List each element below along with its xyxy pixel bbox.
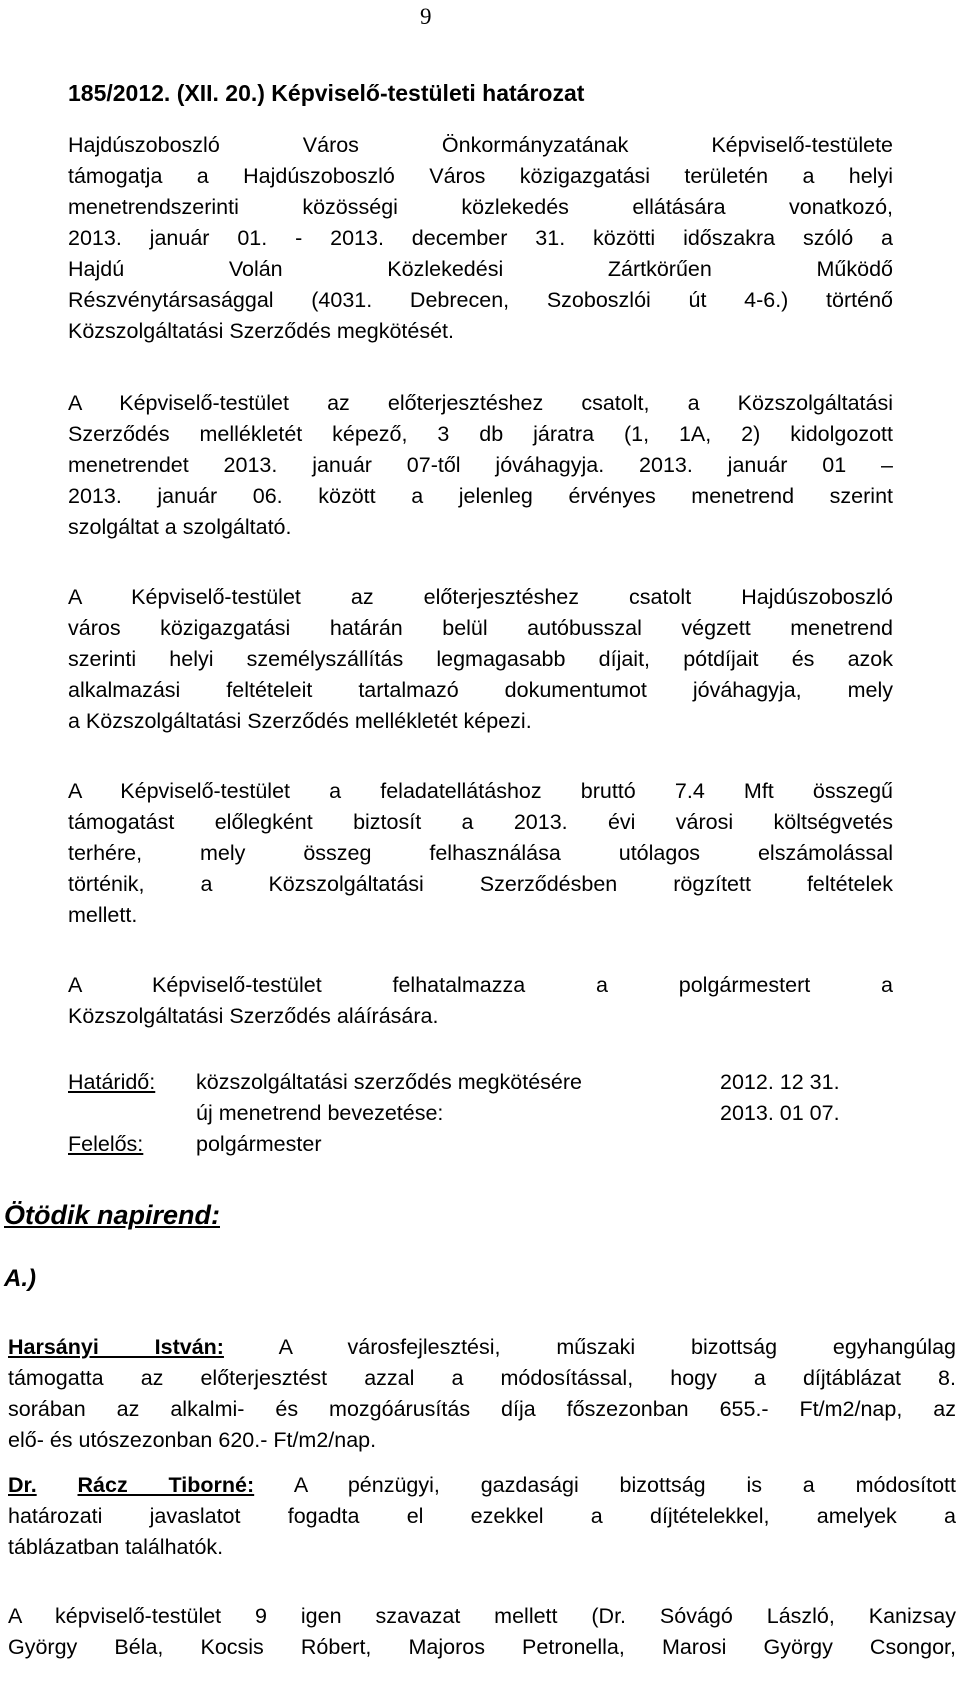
p1-line: menetrendszerinti közösségi közlekedés ellátására vonatkozó, (68, 195, 893, 219)
deadline-label: Határidő: (68, 1070, 156, 1094)
p2-line: 2013. január 06. között a jelenleg érvényes menetrend szerint (68, 484, 893, 508)
responsible-value: polgármester (196, 1132, 322, 1156)
harsanyi-line: támogatta az előterjesztést azzal a módosítással, hogy a díjtáblázat 8. (8, 1366, 956, 1390)
harsanyi-line-1 (8, 1332, 956, 1363)
p2-line: menetrendet 2013. január 07-től jóváhagyja. 2013. január 01 – (68, 453, 893, 477)
agenda-title: Ötödik napirend: (4, 1200, 220, 1230)
p5-line: Közszolgáltatási Szerződés aláírására. (68, 1004, 439, 1028)
harsanyi-line: sorában az alkalmi- és mozgóárusítás díja főszezonban 655.- Ft/m2/nap, az (8, 1397, 956, 1421)
deadline-item-1: közszolgáltatási szerződés megkötésére (196, 1070, 582, 1094)
p2-line: szolgáltat a szolgáltató. (68, 515, 292, 539)
p2-line: Szerződés mellékletét képező, 3 db járatra (1, 1A, 2) kidolgozott (68, 422, 893, 446)
p3-line: a Közszolgáltatási Szerződés mellékletét képezi. (68, 709, 532, 733)
harsanyi-paragraph (8, 1332, 956, 1456)
page-number: 9 (420, 4, 432, 29)
harsanyi-line-text: A városfejlesztési, műszaki bizottság egyhangúlag (278, 1335, 956, 1359)
paragraph-4 (68, 776, 893, 931)
paragraph-3 (68, 582, 893, 737)
deadline-date-2: 2013. 01 07. (720, 1101, 840, 1125)
paragraph-1 (68, 130, 893, 347)
p4-line: A Képviselő-testület a feladatellátáshoz bruttó 7.4 Mft összegű (68, 779, 893, 803)
p1-line: 2013. január 01. - 2013. december 31. közötti időszakra szóló a (68, 226, 893, 250)
deadline-date-1: 2012. 12 31. (720, 1070, 840, 1094)
resolution-heading-text: 185/2012. (XII. 20.) Képviselő-testületi határozat (68, 80, 585, 106)
p1-line: Hajdú Volán Közlekedési Zártkörűen Működő (68, 257, 893, 281)
deadline-item-2: új menetrend bevezetése: (196, 1101, 444, 1125)
vote-line: A képviselő-testület 9 igen szavazat mellett (Dr. Sóvágó László, Kanizsay (8, 1604, 956, 1628)
p4-line: mellett. (68, 903, 138, 927)
p2-line: A Képviselő-testület az előterjesztéshez csatolt, a Közszolgáltatási (68, 391, 893, 415)
p4-line: történik, a Közszolgáltatási Szerződésben rögzített feltételek (68, 872, 893, 896)
p4-line: terhére, mely összeg felhasználása utólagos elszámolással (68, 841, 893, 865)
p3-line: város közigazgatási határán belül autóbusszal végzett menetrend (68, 616, 893, 640)
racz-line: táblázatban találhatók. (8, 1535, 224, 1559)
speaker-name: Harsányi István: (8, 1335, 224, 1359)
p1-line: Hajdúszoboszló Város Önkormányzatának Képviselő-testülete (68, 133, 893, 157)
p1-line: támogatja a Hajdúszoboszló Város közigazgatási területén a helyi (68, 164, 893, 188)
responsible-label: Felelős: (68, 1132, 144, 1156)
racz-line-text: A pénzügyi, gazdasági bizottság is a módosított (293, 1473, 956, 1497)
racz-line: határozati javaslatot fogadta el ezekkel a díjtételekkel, amelyek a (8, 1504, 956, 1528)
racz-line-1 (8, 1470, 956, 1501)
speaker-name: Rácz Tiborné: (77, 1473, 255, 1497)
speaker-prefix: Dr. (8, 1473, 37, 1497)
p1-line: Közszolgáltatási Szerződés megkötését. (68, 319, 455, 343)
paragraph-5 (68, 970, 893, 1032)
p5-line: A Képviselő-testület felhatalmazza a polgármestert a (68, 973, 893, 997)
agenda-subtitle: A.) (4, 1265, 36, 1292)
deadline-row-1 (68, 1070, 840, 1095)
responsible-row (68, 1132, 322, 1157)
racz-paragraph (8, 1470, 956, 1563)
paragraph-2 (68, 388, 893, 543)
p3-line: szerinti helyi személyszállítás legmagasabb díjait, pótdíjait és azok (68, 647, 893, 671)
p3-line: alkalmazási feltételeit tartalmazó dokumentumot jóváhagyja, mely (68, 678, 893, 702)
resolution-heading (68, 80, 584, 107)
p1-line: Részvénytársasággal (4031. Debrecen, Szoboszlói út 4-6.) történő (68, 288, 893, 312)
p4-line: támogatást előlegként biztosít a 2013. évi városi költségvetés (68, 810, 893, 834)
vote-line: György Béla, Kocsis Róbert, Majoros Petronella, Marosi György Csongor, (8, 1635, 956, 1659)
harsanyi-line: elő- és utószezonban 620.- Ft/m2/nap. (8, 1428, 377, 1452)
p3-line: A Képviselő-testület az előterjesztéshez csatolt Hajdúszoboszló (68, 585, 893, 609)
vote-paragraph (8, 1601, 956, 1663)
